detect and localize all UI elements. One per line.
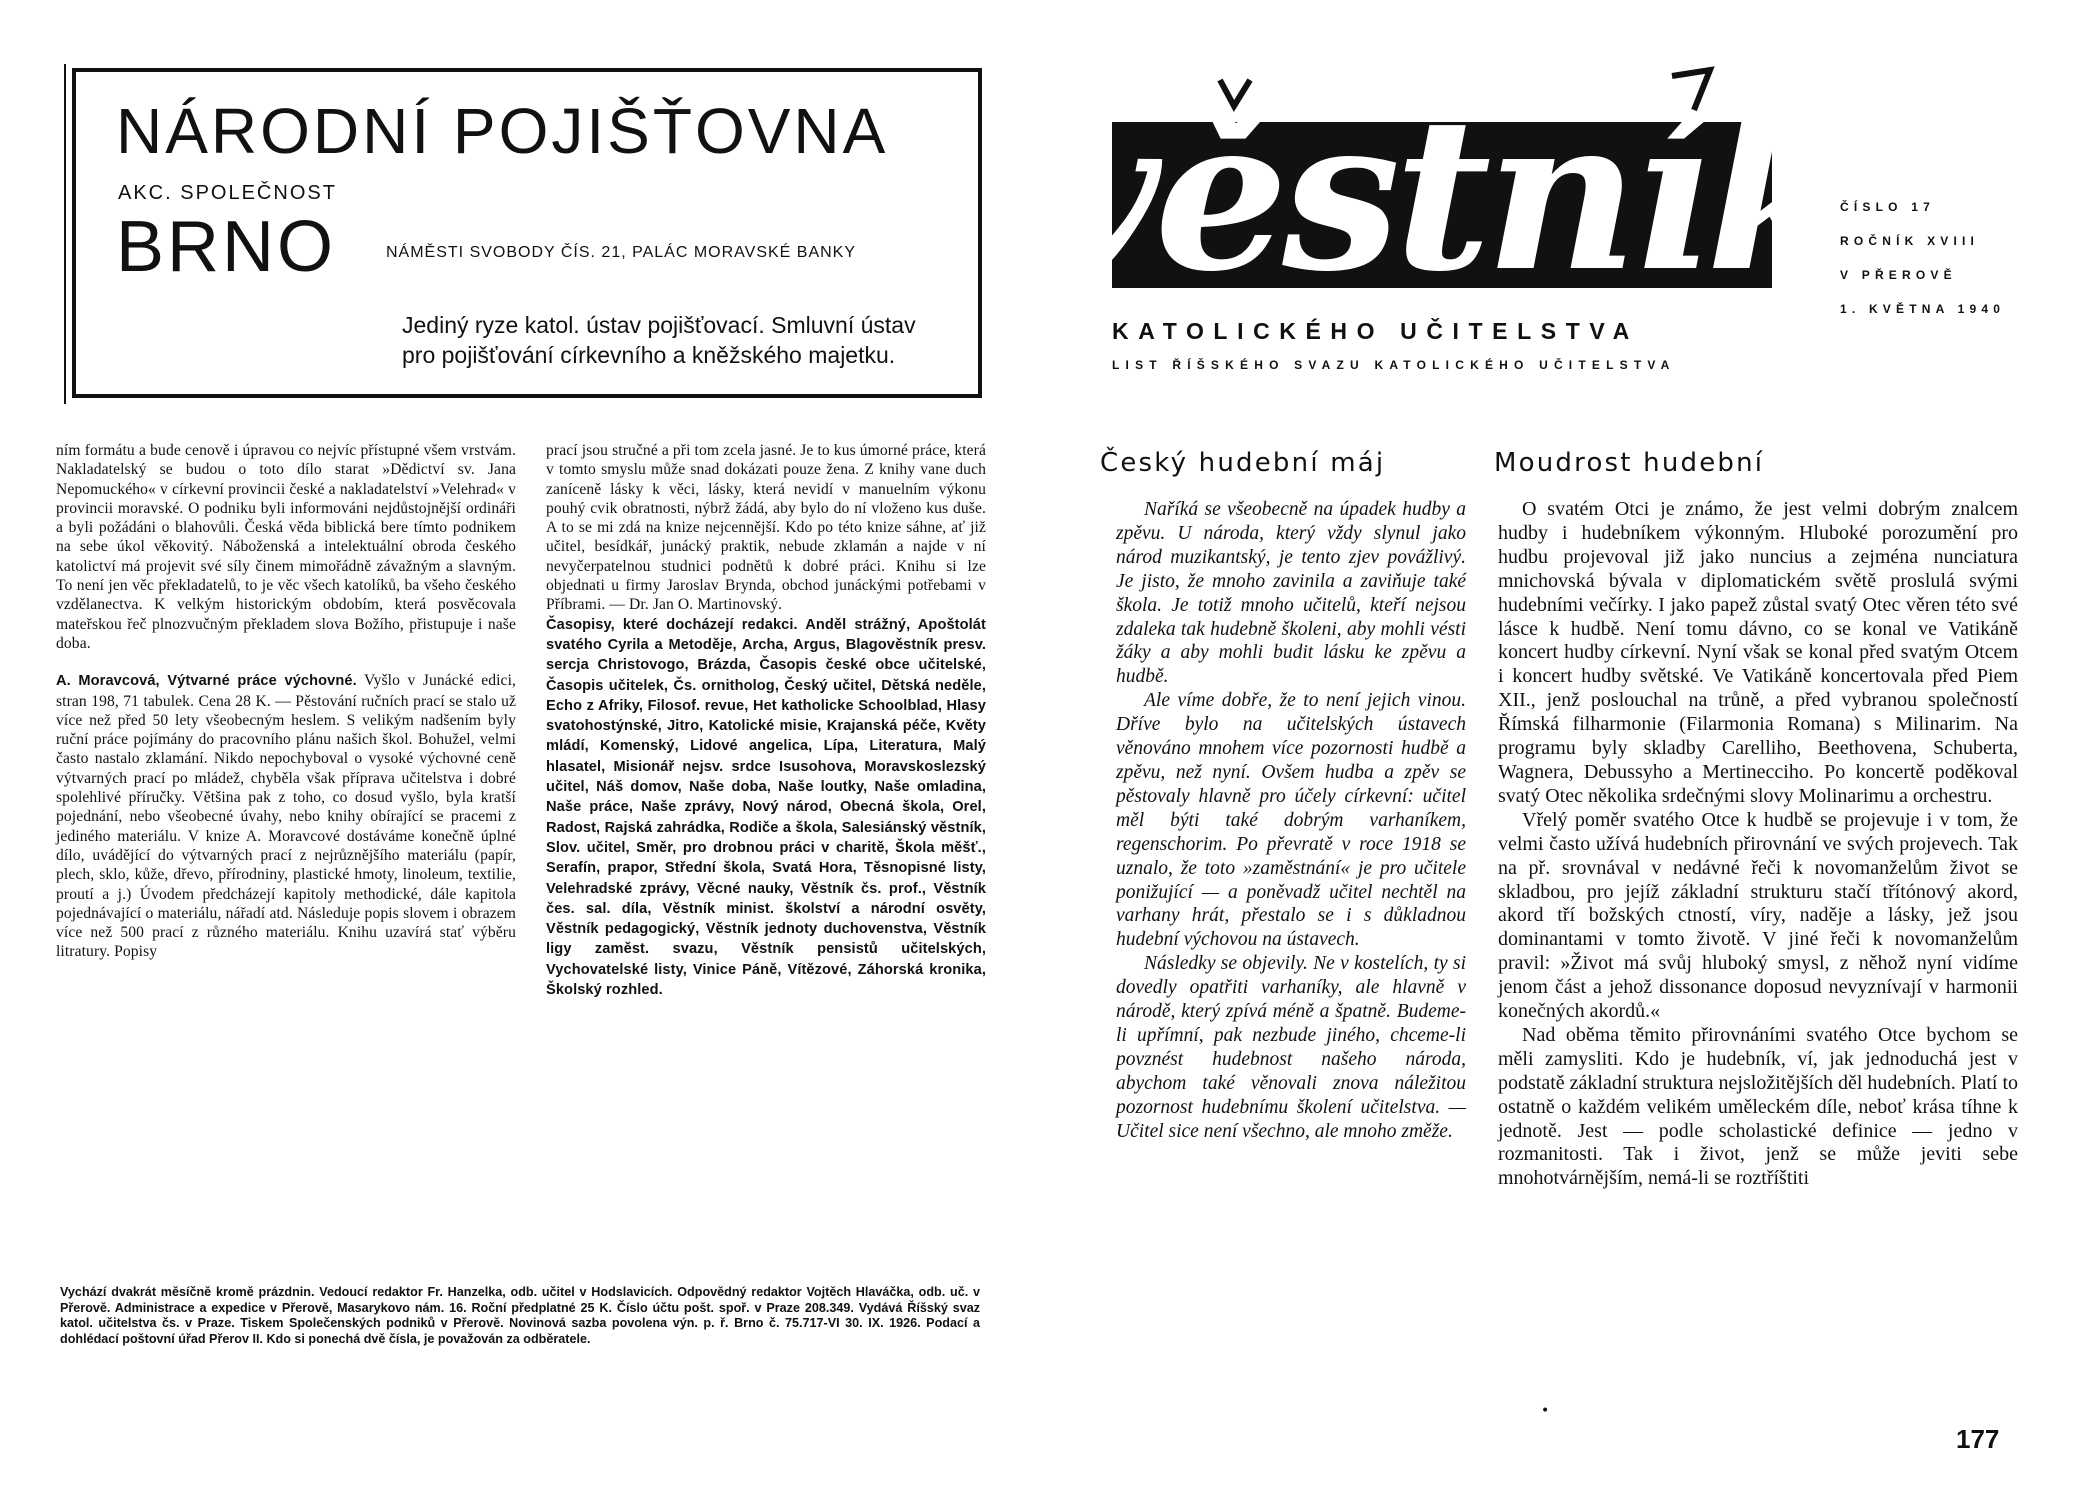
masthead-subtitle: KATOLICKÉHO UČITELSTVA: [1112, 318, 1639, 344]
issue-volume: ROČNÍK XVIII: [1840, 234, 1980, 248]
page-number: 177: [1956, 1424, 2000, 1454]
page-dot-mark: •: [1541, 1403, 1550, 1419]
article-paragraph: Nad oběma těmito přirovnáními svatého Otce bychom se měli zamysliti. Kdo je hudebník, ví, jak jednoduchá jest v podstatě základní struktura nejsložitějších děl hudebních. Platí to ostatně o každém velikém uměleckém díle, neboť krása tíhne k jednotě. Jest — podle scholastické definice — jedno v rozmanitosti. Tak i život, jenž se může jeviti sebe mnohotvárnějším, nemá-li se roztříštiti: [1498, 1023, 2018, 1190]
journals-text: Anděl strážný, Apoštolát svatého Cyrila a Metoděje, Archa, Argus, Blagověstník presv. sercja Christovogo, Brázda, Časopis české obce učitelské, Časopis učitelek, Čs. ornitholog, Český učitel, Dětská neděle, Echo z Afriky, Filosof. revue, Het katholicke Schoolblad, Hlasy svatohostýnské, Jitro, Katolické misie, Krajanská péče, Květy mládí, Komenský, Lidové angelica, Lípa, Literatura, Malý hlasatel, Misionář nejsv. srdce Isusohova, Moravskoslezský učitel, Náš domov, Naše doba, Naše loutky, Naše omladina, Naše práce, Naše zprávy, Nový národ, Obecná škola, Orel, Radost, Rajská zahrádka, Rodiče a škola, Salesiánský věstník, Slov. učitel, Směr, pro drobnou práci v charitě, Škola měšť., Serafín, prapor, Střední škola, Svatá Hora, Těsnopisné listy, Velehradské zprávy, Věcné nauky, Věstník čs. prof., Věstník čes. sal. díla, Věstník minist. školství a národní osvěty, Věstník pedagogický, Věstník jednoty duchovenstva, Věstník ligy zaměst. svazu, Věstník pensistů učitelských, Vychovatelské listy, Vinice Páně, Vítězové, Záhorská kronika, Školský rozhled.: [546, 616, 986, 999]
article-paragraph: O svatém Otci je známo, že jest velmi dobrým znalcem hudby i hudebníkem výkonným. Hluboké porozumění pro hudbu projevoval již jako nuncius a zejména nunciatura mnichovská bývala v diplomatickém světě proslulá svými hudebními večírky. I jako papež zůstal svatý Otec věren této své lásce k hudbě. Není tomu dávno, co se konal ve Vatikáně koncert hudby církevní. Nyní však se konal před svatým Otcem i koncert hudby světské. Ve Vatikáně koncertovala před Piem XII., jenž poslouchal na trůně, a před vybranou společností Římská filharmonie (Filarmonia Romana) s Milinarim. Na programu byly skladby Carelliho, Beethovena, Schuberta, Wagnera, Debussyho a Mertinecciho. Po koncertě poděkoval svatý Otec několika srdečnými slovy Molinarimu a orchestru.: [1498, 498, 2018, 807]
journals-list: [546, 615, 986, 1001]
bible-translation-paragraph: ním formátu a bude cenově i úpravou co nejvíc přístupné všem vrstvám. Nakladatelský se budou o toto dílo starat »Dědictví sv. Jana Nepomuckého« v církevní provincii české a nakladatelství »Velehrad« v provincii moravské. O podniku byli informováni nejdůstojnější ordináři a byli požádáni o blahovůli. Česká věda biblická bere tímto podnikem na sebe úkol věkovitý. Náboženská a intelektuální obroda českého katolictví má projevit své síly činem mimořádně závažným a slavným. To není jen věc překladatelů, to je věc všech katolíků, ba všeho českého vzdělanectva. K velkým historickým obdobím, která posvěcovala mateřskou řeč plnozvučným překladem slova Božího, přistupuje i naše doba.: [56, 442, 516, 652]
review-text: Vyšlo v Junácké edici, stran 198, 71 tabulek. Cena 28 K. — Pěstování ručních prací se stalo už více než před 50 lety všeobecným heslem. S velikým nadšením byly ruční práce pojímány do pracovního plánu našich škol. Bohužel, velmi často nastalo zklamání. Nikdo nepochyboval o vysoké výchovné ceně výtvarných prací po mládež, chyběla však příprava učitelstva i dobré spolehlivé příručky. Většina pak z toho, co dosud vyšlo, byla kratší pojednání, nebo všeobecné úvahy, nebo knihy obírající se pracemi z jediného materiálu. V knize A. Moravcové dostáváme konečně úplné dílo, uvádějící do výtvarných prací z nejrůznějšího materiálu (papír, plech, sklo, kůže, dřevo, přírodniny, plastické hmoty, linoleum, textilie, proutí a j.) Úvodem předcházejí kapitoly methodické, dále kapitola pojednávající o materiálu, nářadí atd. Následuje popis slovem i obrazem více než 500 prací z různého materiálu. Knihu uzavírá stať výběru litratury. Popisy: [56, 672, 516, 961]
logo-word: věstník: [1038, 71, 1846, 318]
imprint-text: Vychází dvakrát měsíčně kromě prázdnin. Vedoucí redaktor Fr. Hanzelka, odb. učitel v Hodslavicích. Odpovědný redaktor Vojtěch Hlaváčka, odb. uč. v Přerově. Administrace a expedice v Přerově, Masarykovo nám. 16. Roční předplatné 25 K. Číslo účtu pošt. spoř. v Praze 208.349. Vydává Říšský svaz katol. učitelstva čs. v Praze. Tiskem Společenských podniků v Přerově. Novinová sazba povolena výn. p. ř. Brno č. 75.717-VI 30. IX. 1926. Podací a dohlédací poštovní úřad Přerov II. Kdo si ponechá dvě čísla, je považován za odběratele.: [60, 1285, 980, 1346]
article-paragraph: Vřelý poměr svatého Otce k hudbě se projevuje i v tom, že velmi často užívá hudebních přirovnání ve svých projevech. Tak na př. srovnával v nedávné řeči k novomanželům život se skladbou, pro jejíž základní strukturu stačí třítónový akord, akord tří božských ctností, víry, naděje a lásky, jež jsou dominantami v tomto životě. V jiné řeči k novomanželům pravil: »Život má svůj hluboký smysl, z něhož nyní vidíme jenom část a jehož dissonance doposud nevyznívají v harmonii konečných akordů.«: [1498, 808, 2018, 1023]
vestnik-logo: [1038, 70, 1846, 318]
review-continuation: prací jsou stručné a při tom zcela jasné. Je to kus úmorné práce, která v tomto smyslu může snad dokázati pouze žena. Z knihy vane duch zaníceně lásky k věci, lásky, která nevidí v manuelním výkonu pouhý cvik obratnosti, nýbrž žádá, aby bylo do ní vloženo kus duše. A to se mi zdá na knize nejcennější. Kdo po této knize sáhne, ať již učitel, besídkář, junácký praktik, nebude zklamán a najde v ní nevyčerpatelnou studnici podnětů k dobré práci. Knihu si lze objednati u firmy Jaroslav Brynda, obchod junáckými potřebami v Příbrami. — Dr. Jan O. Martinovský.: [546, 442, 986, 614]
issue-place: V PŘEROVĚ: [1840, 268, 1957, 282]
ad-text-line: pro pojišťování církevního a kněžského majetku.: [402, 342, 896, 368]
left-column-2: [546, 441, 986, 1000]
issue-date: 1. KVĚTNA 1940: [1840, 302, 2006, 316]
article-paragraph: Ale víme dobře, že to není jejich vinou. Dříve bylo na učitelských ústavech věnováno mnohem více pozornosti hudbě a zpěvu, než nyní. Ovšem hudba a zpěv se pěstovaly hlavně pro účely církevní: učitel měl býti také dobrým varhaníkem, regenschorim. Po převratě v roce 1918 se uznalo, že toto »zaměstnání« je pro učitele ponižující — a poněvadž učitel nechtěl na varhany hrát, přestalo se i s důkladnou hudební výchovou na ústavech.: [1116, 690, 1466, 951]
ad-address: NÁMĚSTI SVOBODY ČÍS. 21, PALÁC MORAVSKÉ BANKY: [386, 244, 857, 261]
article-musical-wisdom-body: [1498, 498, 2018, 1191]
ad-city: BRNO: [116, 207, 337, 287]
imprint: [60, 1285, 980, 1347]
article-paragraph: Naříká se všeobecně na úpadek hudby a zpěvu. U národa, který vždy slynul jako národ muzikantský, je tento zjev povážlivý. Je jisto, že mnoho zavinila a zaviňuje také škola. Je totiž mnoho učitelů, kteří nejsou zdaleka tak hudebně školeni, aby mohli vésti žáky a aby mohli budit lásku ke zpěvu a hudbě.: [1116, 499, 1466, 688]
issue-number: ČÍSLO 17: [1840, 200, 1935, 214]
journals-heading: Časopisy, které docházejí redakci.: [546, 616, 798, 633]
article-paragraph: Následky se objevily. Ne v kostelích, ty si dovedly opatřiti varhaníky, ale hlavně v národě, který zpívá méně a špatně. Budeme-li upřímní, pak nezbude jiného, chceme-li povznést hudebnost našeho národa, abychom také věnovali znova náležitou pozornost hudebnímu školení učitelstva. — Učitel sice není všechno, ale mnoho změže.: [1116, 953, 1466, 1142]
article-title-music-may: Český hudební máj: [1100, 448, 1386, 478]
ad-text-line: Jediný ryze katol. ústav pojišťovací. Smluvní ústav: [402, 312, 916, 338]
ad-text: [402, 310, 962, 370]
insurance-advertisement: [72, 68, 982, 398]
article-title-musical-wisdom: Moudrost hudební: [1494, 448, 1765, 478]
ad-title: NÁRODNÍ POJIŠŤOVNA: [116, 95, 889, 167]
left-column-1: [56, 441, 516, 962]
article-music-may-body: [1116, 498, 1466, 1143]
issue-info: [1840, 190, 2005, 326]
ad-subtitle: AKC. SPOLEČNOST: [118, 182, 337, 204]
masthead-subline: LIST ŘÍŠSKÉHO SVAZU KATOLICKÉHO UČITELSTVA: [1112, 358, 1676, 372]
review-heading: A. Moravcová, Výtvarné práce výchovné.: [56, 673, 357, 690]
review-moravcova: [56, 671, 516, 961]
